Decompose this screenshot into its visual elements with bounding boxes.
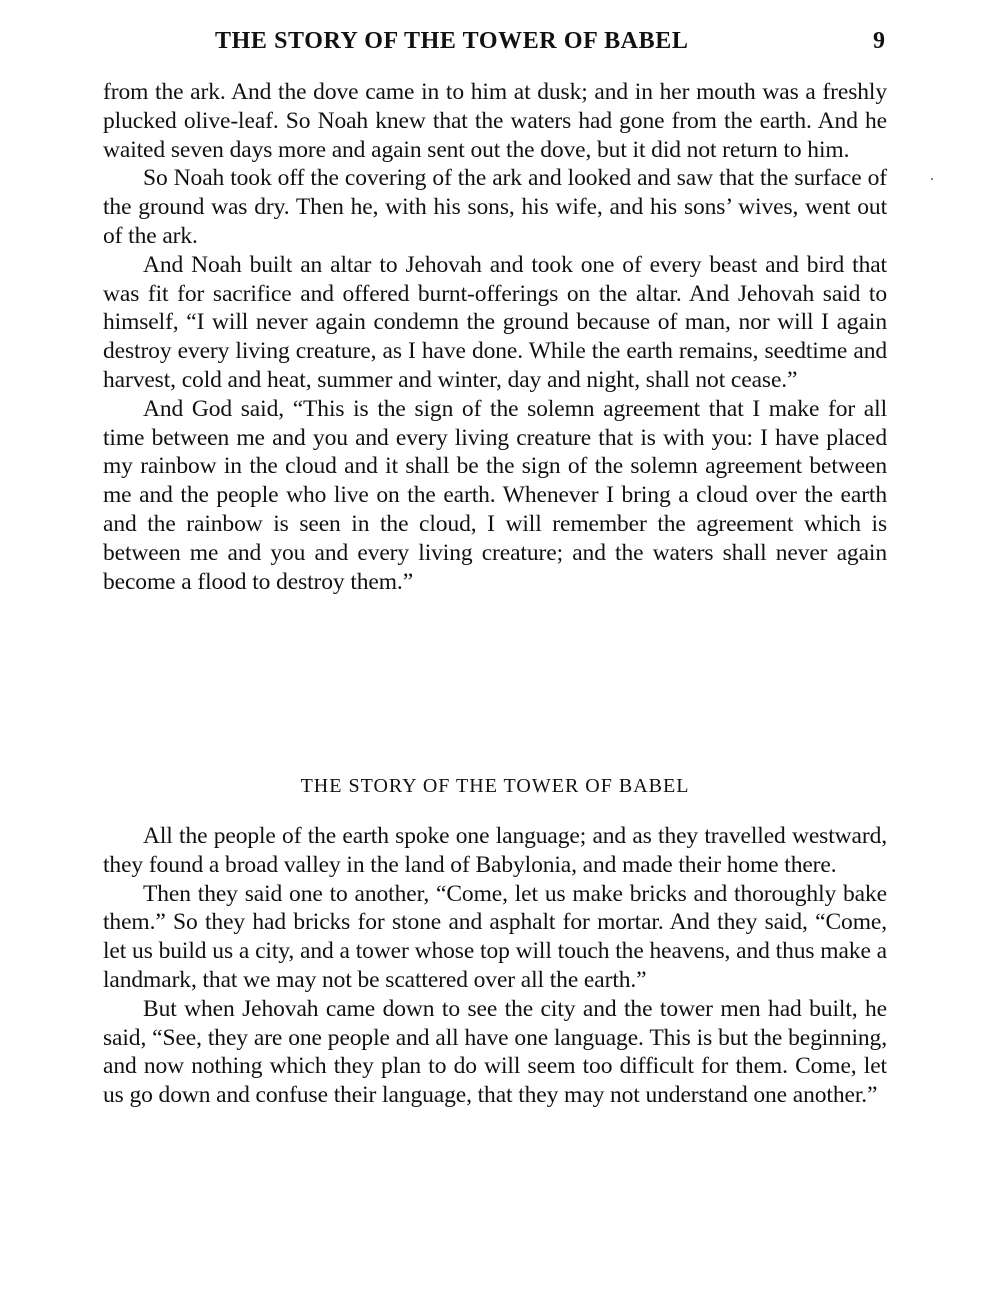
section-heading: THE STORY OF THE TOWER OF BABEL [300, 775, 690, 797]
babel-story-text [103, 822, 887, 1110]
paragraph-confuse-language: But when Jehovah came down to see the city and the tower men had built, he said, “See, they are one people and all have one language. This is but the beginning, and now nothing which they plan to do will seem too difficult for them. Come, let us go down and confuse their language, that they may not understand one another.” [103, 995, 887, 1109]
running-head [103, 28, 887, 60]
paragraph-one-language: All the people of the earth spoke one language; and as they travelled westward, they found a broad valley in the land of Babylonia, and made their home there. [103, 823, 887, 878]
paragraph-leave-ark: So Noah took off the covering of the ark and looked and saw that the surface of the ground was dry. Then he, with his sons, his wife, and his sons’ wives, went out of the ark. [103, 165, 887, 249]
margin-speck [931, 178, 933, 180]
paragraph-build-tower: Then they said one to another, “Come, let us make bricks and thoroughly bake them.” So they had bricks for stone and asphalt for mortar. And they said, “Come, let us build us a city, and a tower whose top will touch the heavens, and thus make a landmark, that we may not be scattered over all the earth.” [103, 880, 887, 993]
paragraph-altar: And Noah built an altar to Jehovah and took one of every beast and bird that was fit for sacrifice and offered burnt-offerings on the altar. And Jehovah said to himself, “I will never again condemn the ground because of man, nor will I again destroy every living creature, as I have done. While the earth remains, seedtime and harvest, cold and heat, summer and winter, day and night, shall not cease.” [103, 251, 887, 393]
paragraph-dove-returns: from the ark. And the dove came in to him at dusk; and in her mouth was a freshly plucked olive-leaf. So Noah knew that the waters had gone from the earth. And he waited seven days more and again sent out the dove, but it did not return to him. [103, 79, 887, 163]
paragraph-rainbow-covenant: And God said, “This is the sign of the solemn agreement that I make for all time between me and you and every living creature that is with you: I have placed my rainbow in the cloud and it shall be the sign of the solemn agreement between me and the people who live on the earth. Whenever I bring a cloud over the earth and the rainbow is seen in the cloud, I will remember the agreement which is between me and you and every living creature; and the waters shall never again become a flood to destroy them.” [103, 395, 887, 595]
running-head-title: THE STORY OF THE TOWER OF BABEL [215, 28, 689, 54]
page-number: 9 [873, 28, 885, 54]
flood-story-text [103, 78, 887, 596]
